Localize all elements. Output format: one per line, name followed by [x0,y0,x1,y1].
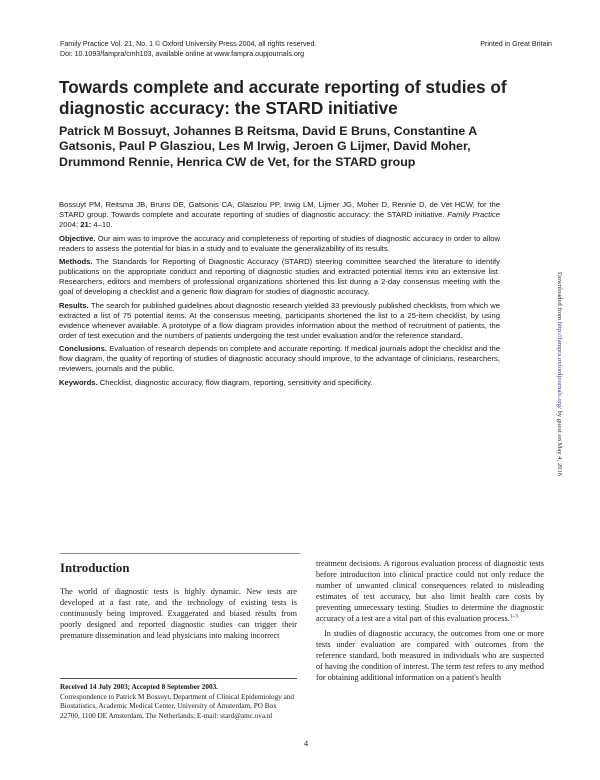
conclusions-label: Conclusions. [59,344,107,353]
journal-header [60,39,390,59]
download-watermark: Downloaded from http://fampra.oxfordjournals.org/ by guest on May 4, 2016 [556,272,563,477]
reference-superscript: 1–3 [509,613,518,620]
methods-label: Methods. [59,257,93,266]
abstract-results: Results. The search for published guidelines about diagnostic research yielded 33 previously published checklists, from which we extracted a list of 75 potential items. At the consensus meeting, participants shortened the list to a 25-item checklist, by using evidence whenever available. A prototype of a flow diagram provides information about the method of recruitment of patients, the order of test execution and the numbers of patients undergoing the test under evaluation and/or the reference standard. [59,300,500,340]
abstract-conclusions: Conclusions. Evaluation of research depends on complete and accurate reporting. If medical journals adopt the checklist and the flow diagram, the quality of reporting of studies of diagnostic accuracy should improve, to the advantage of clinicians, researchers, reviewers, journals and the public. [59,344,501,373]
intro-paragraph-continued: treatment decisions. A rigorous evaluation process of diagnostic tests before introduction into clinical practice could not only reduce the number of unwanted clinical consequences related to misleading estimates of test accuracy, but also limit health care costs by preventing unnecessary testing. Studies to determine the diagnostic accuracy of a test are a vital part of this evaluation process.$^{1-3}$ [316,559,544,623]
intro-paragraph: The world of diagnostic tests is highly dynamic. New tests are developed at a fast rate, and the technology of existing tests is continuously being improved. Exaggerated and biased results from poorly designed and reported diagnostic studies can trigger their premature dissemination and lead physicians into making incorrect [60,587,297,640]
correspondence-address: Correspondence to Patrick M Bossuyt, Department of Clinical Epidemiology and Biostatistics, Academic Medical Center, University of Amsterdam, PO Box 22700, 1100 DE Amsterdam, The Netherlands; E-mail: stard@amc.uva.nl [60,692,294,720]
body-column-left [60,586,297,641]
abstract-keywords: Keywords. Checklist, diagnostic accuracy, flow diagram, reporting, sensitivity and specificity. [59,377,373,387]
section-divider [60,553,300,554]
article-title: Towards complete and accurate reporting of studies of diagnostic accuracy: the STARD initiative [59,77,507,118]
received-dates: Received 14 July 2003; Accepted 8 September 2003. [60,683,218,691]
abstract [59,200,500,391]
term-test: test [463,662,475,671]
objective-label: Objective. [59,233,96,243]
citation-volume: 21: [80,220,92,229]
citation-journal: Family Practice [447,210,500,219]
abstract-objective: Objective. Our aim was to improve the accuracy and completeness of reporting of studies of diagnostic accuracy in order to allow readers to assess the potential for bias in a study and to evaluate the generalizability of its results. [59,233,500,253]
keywords-label: Keywords. [59,377,98,387]
intro-paragraph-2: In studies of diagnostic accuracy, the outcomes from one or more tests under evaluation are compared with outcomes from the reference standard, both measured in individuals who are suspected of having the condition of interest. The term test refers to any method for obtaining additional information on a patient's health [316,629,544,682]
section-heading-introduction: Introduction [60,561,130,575]
footnote [60,683,297,721]
results-label: Results. [59,300,89,310]
download-link[interactable]: http://fampra.oxfordjournals.org/ [556,321,563,409]
body-column-right [316,558,544,683]
abstract-methods: Methods. The Standards for Reporting of Diagnostic Accuracy (STARD) steering committee searched the literature to identify publications on the appropriate conduct and reporting of diagnostic studies and extracted potential items into an extensive list. Researchers, editors and members of professional organizations shortened this list during a 2-day consensus meeting with the goal of developing a checklist and a generic flow diagram for studies of diagnostic accuracy. [59,257,500,296]
abstract-citation: Bossuyt PM, Reitsma JB, Bruns DE, Gatsonis CA, Glasziou PP, Irwig LM, Lijmer JG, Moher D, Rennie D, de Vet HCW, for the STARD group. Towards complete and accurate reporting of studies of diagnostic accuracy: the STARD initiative. Family Practice 2004; 21: 4–10. [59,200,500,229]
footnote-divider [60,678,297,679]
author-list: Patrick M Bossuyt, Johannes B Reitsma, David E Bruns, Constantine A Gatsonis, Paul P Glasziou, Les M Irwig, Jeroen G Lijmer, David Moher, Drummond Rennie, Henrica CW de Vet, for the STARD group [59,124,477,169]
journal-citation-line: Family Practice Vol. 21, No. 1 © Oxford University Press 2004, all rights reserved. [60,40,317,48]
page-number: 4 [304,739,309,748]
printed-in-label: Printed in Great Britain [480,40,552,48]
doi-line: Doi: 10.1093/fampra/cmh103, available online at www.fampra.oupjournals.org [60,50,305,58]
